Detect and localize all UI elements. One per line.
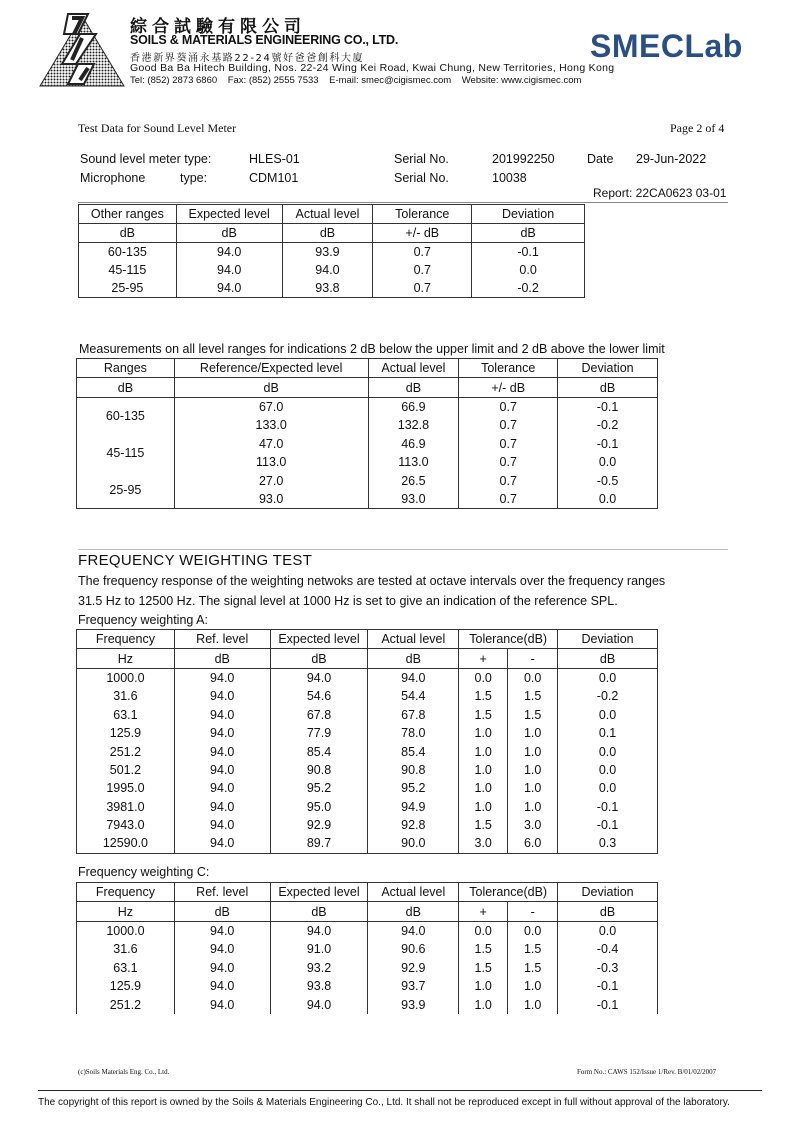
column-header: Ref. level bbox=[174, 883, 270, 902]
table-cell: 78.0 bbox=[368, 724, 459, 742]
unit-cell: +/- dB bbox=[373, 224, 472, 243]
table-cell: 0.7 bbox=[459, 471, 558, 489]
table-row bbox=[77, 834, 658, 853]
table-cell: 0.0 bbox=[558, 761, 658, 779]
table-cell: -0.3 bbox=[558, 959, 658, 977]
divider bbox=[78, 202, 728, 203]
table-cell: 1.0 bbox=[508, 724, 558, 742]
table-cell: 94.0 bbox=[176, 261, 282, 279]
unit-cell: dB bbox=[368, 378, 459, 397]
table-cell: 1000.0 bbox=[77, 921, 175, 940]
table-unit-row bbox=[77, 649, 658, 668]
table-cell: 3.0 bbox=[459, 834, 508, 853]
unit-cell: dB bbox=[176, 224, 282, 243]
company-name-cn: 綜合試驗有限公司 bbox=[130, 17, 306, 37]
table-cell: 0.7 bbox=[459, 453, 558, 471]
table-cell: 133.0 bbox=[174, 416, 368, 434]
table-cell: 95.2 bbox=[270, 779, 368, 797]
table-cell: 92.9 bbox=[270, 816, 368, 834]
table-cell: 89.7 bbox=[270, 834, 368, 853]
unit-cell: Hz bbox=[77, 649, 175, 668]
brand-logo-text: SMECLab bbox=[590, 28, 743, 64]
table-cell: 1.0 bbox=[459, 798, 508, 816]
table-cell: 94.0 bbox=[174, 761, 270, 779]
table-cell: 251.2 bbox=[77, 742, 175, 760]
date-value: 29-Jun-2022 bbox=[636, 152, 707, 166]
table-cell: 1.0 bbox=[508, 761, 558, 779]
column-header: Frequency bbox=[77, 883, 175, 902]
table-cell: 0.7 bbox=[459, 416, 558, 434]
table-cell: 93.0 bbox=[174, 490, 368, 509]
table-cell: 1.0 bbox=[459, 779, 508, 797]
table-row bbox=[77, 724, 658, 742]
table-cell: -0.1 bbox=[558, 995, 658, 1013]
unit-cell: Hz bbox=[77, 902, 175, 921]
table-cell: 1.5 bbox=[459, 940, 508, 958]
mic-serial-label: Serial No. bbox=[394, 171, 449, 185]
table-cell: -0.2 bbox=[558, 687, 658, 705]
table-cell: 66.9 bbox=[368, 397, 459, 416]
table-cell: 94.0 bbox=[174, 959, 270, 977]
table-cell: 0.0 bbox=[459, 921, 508, 940]
table-cell: 90.0 bbox=[368, 834, 459, 853]
unit-cell: dB bbox=[368, 649, 459, 668]
contact-line: Tel: (852) 2873 6860 Fax: (852) 2555 7533 E-mail: smec@cigismec.com Website: www.cigismec.com bbox=[130, 75, 582, 86]
table-row bbox=[77, 742, 658, 760]
table-cell: 63.1 bbox=[77, 959, 175, 977]
report-number: Report: 22CA0623 03-01 bbox=[593, 186, 727, 200]
table-cell: 31.6 bbox=[77, 940, 175, 958]
column-header: Ref. level bbox=[174, 630, 270, 649]
table-row bbox=[79, 261, 585, 279]
section-description-line-2: 31.5 Hz to 12500 Hz. The signal level at 1000 Hz is set to give an indication of the reference SPL. bbox=[78, 594, 618, 608]
table-unit-row bbox=[79, 224, 585, 243]
table-cell: 3981.0 bbox=[77, 798, 175, 816]
column-header: Actual level bbox=[282, 205, 373, 224]
column-header: Tolerance bbox=[459, 359, 558, 378]
table-cell: 1.0 bbox=[459, 724, 508, 742]
unit-cell: dB bbox=[558, 902, 658, 921]
table-cell: 94.0 bbox=[174, 977, 270, 995]
level-ranges-caption: Measurements on all level ranges for indications 2 dB below the upper limit and 2 dB above the lower limit bbox=[79, 342, 665, 356]
table-cell: 1.5 bbox=[508, 706, 558, 724]
unit-cell: - bbox=[508, 902, 558, 921]
table-cell: 94.9 bbox=[368, 798, 459, 816]
page-number: Page 2 of 4 bbox=[670, 121, 725, 135]
table-cell: 94.0 bbox=[174, 834, 270, 853]
table-cell: 0.0 bbox=[459, 668, 508, 687]
table-cell: 125.9 bbox=[77, 977, 175, 995]
table-cell: 67.0 bbox=[174, 397, 368, 416]
table-cell: 251.2 bbox=[77, 995, 175, 1013]
table-cell: 0.7 bbox=[373, 279, 472, 298]
unit-cell: + bbox=[459, 902, 508, 921]
table-cell: 63.1 bbox=[77, 706, 175, 724]
table-cell: 94.0 bbox=[270, 668, 368, 687]
table-row bbox=[77, 761, 658, 779]
table-cell: -0.1 bbox=[558, 397, 658, 416]
table-cell: 94.0 bbox=[368, 921, 459, 940]
table-cell: 3.0 bbox=[508, 816, 558, 834]
table-cell: 0.0 bbox=[558, 921, 658, 940]
table-cell: 46.9 bbox=[368, 435, 459, 453]
table-row bbox=[79, 279, 585, 298]
table-cell: -0.1 bbox=[558, 816, 658, 834]
table-cell: 92.8 bbox=[368, 816, 459, 834]
column-header: Actual level bbox=[368, 359, 459, 378]
table-header-row bbox=[79, 205, 585, 224]
table-cell: 26.5 bbox=[368, 471, 459, 489]
column-header: Other ranges bbox=[79, 205, 177, 224]
unit-cell: dB bbox=[472, 224, 585, 243]
table-cell: 7943.0 bbox=[77, 816, 175, 834]
table-unit-row bbox=[77, 902, 658, 921]
table-cell: 93.8 bbox=[282, 279, 373, 298]
unit-cell: dB bbox=[174, 902, 270, 921]
date-label: Date bbox=[587, 152, 614, 166]
table-cell: 1.0 bbox=[459, 761, 508, 779]
table-cell: 31.6 bbox=[77, 687, 175, 705]
company-name-en: SOILS & MATERIALS ENGINEERING CO., LTD. bbox=[130, 33, 399, 47]
table-cell: 94.0 bbox=[270, 921, 368, 940]
unit-cell: dB bbox=[270, 649, 368, 668]
unit-cell: dB bbox=[558, 378, 658, 397]
table-cell: 93.9 bbox=[368, 995, 459, 1013]
table-row bbox=[77, 921, 658, 940]
table-row bbox=[77, 959, 658, 977]
mic-serial-value: 10038 bbox=[492, 171, 527, 185]
form-number: Form No.: CAWS 152/Issue 1/Rev. B/01/02/2007 bbox=[577, 1068, 717, 1076]
table-cell: 125.9 bbox=[77, 724, 175, 742]
table-cell: 0.7 bbox=[459, 435, 558, 453]
range-cell: 60-135 bbox=[77, 397, 175, 434]
table-cell: 113.0 bbox=[174, 453, 368, 471]
column-header: Expected level bbox=[270, 630, 368, 649]
column-header: Actual level bbox=[368, 883, 459, 902]
table-cell: 1.0 bbox=[459, 977, 508, 995]
table-row bbox=[77, 706, 658, 724]
company-logo bbox=[38, 12, 126, 88]
table-cell: 1.0 bbox=[508, 779, 558, 797]
table-cell: 94.0 bbox=[174, 940, 270, 958]
weighting-a-label: Frequency weighting A: bbox=[78, 613, 208, 627]
table-cell: 45-115 bbox=[79, 261, 177, 279]
table-cell: 95.2 bbox=[368, 779, 459, 797]
table-cell: -0.1 bbox=[558, 798, 658, 816]
table-cell: 94.0 bbox=[174, 724, 270, 742]
table-cell: 94.0 bbox=[174, 706, 270, 724]
column-header: Deviation bbox=[558, 630, 658, 649]
table-cell: 0.7 bbox=[459, 490, 558, 509]
table-cell: 0.7 bbox=[373, 261, 472, 279]
table-cell: 0.3 bbox=[558, 834, 658, 853]
table-cell: 113.0 bbox=[368, 453, 459, 471]
weighting-c-table bbox=[76, 882, 658, 1014]
table-cell: 1.0 bbox=[459, 742, 508, 760]
table-cell: 93.7 bbox=[368, 977, 459, 995]
table-cell: 93.9 bbox=[282, 243, 373, 262]
column-header: Tolerance(dB) bbox=[459, 630, 558, 649]
table-cell: -0.2 bbox=[472, 279, 585, 298]
section-description-line-1: The frequency response of the weighting netwoks are tested at octave intervals over the frequency ranges bbox=[78, 574, 666, 588]
table-cell: 27.0 bbox=[174, 471, 368, 489]
table-cell: 25-95 bbox=[79, 279, 177, 298]
table-cell: 0.0 bbox=[558, 453, 658, 471]
copyright-notice: The copyright of this report is owned by the Soils & Materials Engineering Co., Ltd. It shall not be reproduced except in full without approval of the laboratory. bbox=[38, 1097, 730, 1108]
table-cell: 1.5 bbox=[459, 706, 508, 724]
table-cell: -0.1 bbox=[472, 243, 585, 262]
unit-cell: + bbox=[459, 649, 508, 668]
table-cell: 85.4 bbox=[270, 742, 368, 760]
table-cell: 54.4 bbox=[368, 687, 459, 705]
column-header: Expected level bbox=[176, 205, 282, 224]
table-cell: 1.5 bbox=[508, 687, 558, 705]
table-cell: 94.0 bbox=[174, 995, 270, 1013]
table-cell: 90.8 bbox=[368, 761, 459, 779]
level-ranges-table bbox=[76, 358, 658, 509]
table-cell: 85.4 bbox=[368, 742, 459, 760]
table-cell: 94.0 bbox=[270, 995, 368, 1013]
table-row bbox=[77, 687, 658, 705]
unit-cell: - bbox=[508, 649, 558, 668]
table-cell: 0.1 bbox=[558, 724, 658, 742]
slm-type-label: Sound level meter type: bbox=[80, 152, 212, 166]
table-cell: 94.0 bbox=[174, 687, 270, 705]
table-cell: -0.2 bbox=[558, 416, 658, 434]
table-cell: 92.9 bbox=[368, 959, 459, 977]
mic-type-label: type: bbox=[180, 171, 208, 185]
table-cell: 1.5 bbox=[459, 687, 508, 705]
table-cell: 47.0 bbox=[174, 435, 368, 453]
table-cell: 12590.0 bbox=[77, 834, 175, 853]
table-cell: 0.0 bbox=[508, 668, 558, 687]
column-header: Expected level bbox=[270, 883, 368, 902]
table-row bbox=[77, 435, 658, 453]
table-row bbox=[77, 977, 658, 995]
table-cell: 1000.0 bbox=[77, 668, 175, 687]
unit-cell: dB bbox=[368, 902, 459, 921]
slm-serial-value: 201992250 bbox=[492, 152, 555, 166]
table-cell: 0.0 bbox=[558, 706, 658, 724]
unit-cell: dB bbox=[270, 902, 368, 921]
table-cell: 95.0 bbox=[270, 798, 368, 816]
column-header: Actual level bbox=[368, 630, 459, 649]
table-cell: 93.2 bbox=[270, 959, 368, 977]
table-row bbox=[77, 779, 658, 797]
range-cell: 45-115 bbox=[77, 435, 175, 472]
table-cell: 0.7 bbox=[459, 397, 558, 416]
table-row bbox=[77, 995, 658, 1013]
table-cell: 0.7 bbox=[373, 243, 472, 262]
weighting-a-table bbox=[76, 629, 658, 854]
unit-cell: dB bbox=[77, 378, 175, 397]
other-ranges-table bbox=[78, 204, 585, 298]
table-cell: 0.0 bbox=[558, 668, 658, 687]
table-cell: 1.0 bbox=[508, 977, 558, 995]
table-cell: 6.0 bbox=[508, 834, 558, 853]
table-cell: 93.0 bbox=[368, 490, 459, 509]
table-row bbox=[77, 668, 658, 687]
table-cell: 67.8 bbox=[368, 706, 459, 724]
footer-divider bbox=[38, 1090, 762, 1091]
unit-cell: +/- dB bbox=[459, 378, 558, 397]
table-cell: -0.5 bbox=[558, 471, 658, 489]
table-cell: -0.4 bbox=[558, 940, 658, 958]
table-cell: 501.2 bbox=[77, 761, 175, 779]
weighting-c-label: Frequency weighting C: bbox=[78, 865, 210, 879]
table-row bbox=[77, 397, 658, 416]
table-cell: 67.8 bbox=[270, 706, 368, 724]
table-cell: 94.0 bbox=[176, 243, 282, 262]
slm-type-value: HLES-01 bbox=[249, 152, 300, 166]
table-cell: 1.0 bbox=[508, 995, 558, 1013]
table-row bbox=[79, 243, 585, 262]
unit-cell: dB bbox=[282, 224, 373, 243]
table-cell: -0.1 bbox=[558, 977, 658, 995]
address-cn: 香港新界葵涌永基路22-24號好爸爸創科大廈 bbox=[130, 53, 365, 64]
unit-cell: dB bbox=[174, 649, 270, 668]
table-cell: 1.5 bbox=[508, 940, 558, 958]
table-cell: 93.8 bbox=[270, 977, 368, 995]
table-cell: 1.0 bbox=[508, 742, 558, 760]
table-cell: 94.0 bbox=[174, 921, 270, 940]
column-header: Tolerance bbox=[373, 205, 472, 224]
table-cell: 132.8 bbox=[368, 416, 459, 434]
table-cell: 94.0 bbox=[174, 798, 270, 816]
column-header: Tolerance(dB) bbox=[459, 883, 558, 902]
table-header-row bbox=[77, 630, 658, 649]
table-header-row bbox=[77, 359, 658, 378]
table-cell: 90.8 bbox=[270, 761, 368, 779]
table-cell: 54.6 bbox=[270, 687, 368, 705]
column-header: Ranges bbox=[77, 359, 175, 378]
table-cell: 1.5 bbox=[459, 816, 508, 834]
column-header: Frequency bbox=[77, 630, 175, 649]
table-cell: 94.0 bbox=[174, 816, 270, 834]
column-header: Deviation bbox=[472, 205, 585, 224]
table-cell: 60-135 bbox=[79, 243, 177, 262]
table-unit-row bbox=[77, 378, 658, 397]
table-cell: 94.0 bbox=[282, 261, 373, 279]
table-cell: 0.0 bbox=[558, 779, 658, 797]
slm-serial-label: Serial No. bbox=[394, 152, 449, 166]
footer-left-note: (c)Soils Materials Eng. Co., Ltd. bbox=[78, 1068, 170, 1076]
column-header: Deviation bbox=[558, 883, 658, 902]
table-cell: -0.1 bbox=[558, 435, 658, 453]
column-header: Reference/Expected level bbox=[174, 359, 368, 378]
table-cell: 1.0 bbox=[508, 798, 558, 816]
mic-label: Microphone bbox=[80, 171, 146, 185]
unit-cell: dB bbox=[174, 378, 368, 397]
table-cell: 1.5 bbox=[508, 959, 558, 977]
column-header: Deviation bbox=[558, 359, 658, 378]
table-cell: 0.0 bbox=[508, 921, 558, 940]
table-cell: 1.0 bbox=[459, 995, 508, 1013]
table-cell: 77.9 bbox=[270, 724, 368, 742]
table-header-row bbox=[77, 883, 658, 902]
range-cell: 25-95 bbox=[77, 471, 175, 508]
table-cell: 91.0 bbox=[270, 940, 368, 958]
table-cell: 94.0 bbox=[174, 668, 270, 687]
table-cell: 94.0 bbox=[174, 779, 270, 797]
table-cell: 1.5 bbox=[459, 959, 508, 977]
table-row bbox=[77, 940, 658, 958]
section-title: FREQUENCY WEIGHTING TEST bbox=[78, 552, 313, 569]
table-row bbox=[77, 471, 658, 489]
mic-type-value: CDM101 bbox=[249, 171, 299, 185]
table-cell: 94.0 bbox=[176, 279, 282, 298]
table-cell: 94.0 bbox=[368, 668, 459, 687]
table-row bbox=[77, 798, 658, 816]
divider bbox=[78, 549, 728, 550]
table-cell: 0.0 bbox=[472, 261, 585, 279]
table-cell: 0.0 bbox=[558, 742, 658, 760]
table-cell: 1995.0 bbox=[77, 779, 175, 797]
unit-cell: dB bbox=[558, 649, 658, 668]
table-cell: 90.6 bbox=[368, 940, 459, 958]
unit-cell: dB bbox=[79, 224, 177, 243]
table-row bbox=[77, 816, 658, 834]
table-cell: 0.0 bbox=[558, 490, 658, 509]
address-en: Good Ba Ba Hitech Building, Nos. 22-24 Wing Kei Road, Kwai Chung, New Territories, Hong Kong bbox=[130, 62, 615, 74]
document-title: Test Data for Sound Level Meter bbox=[78, 121, 237, 135]
table-cell: 94.0 bbox=[174, 742, 270, 760]
